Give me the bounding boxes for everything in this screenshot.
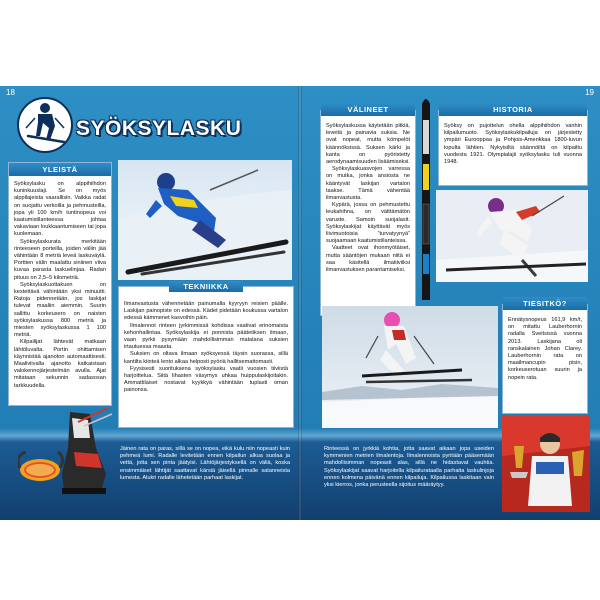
valineet-heading: VÄLINEET: [321, 103, 415, 116]
yleista-paragraph: Syöksylaskuottakuen on kestettävä vähintään yksi minuutti. Ratoja pidennetään, jos laskijat tulevat maaliin aiemmin. Suurin sallittu korkeusero on naisten syöksylaskussa 800 metriä ja miesten syöksylaskussa 1 100 metriä.: [14, 281, 106, 339]
yleista-text: [9, 177, 111, 394]
page-title: SYÖKSYLASKU: [76, 117, 242, 140]
tekniikka-paragraph: Fyysisesti suorituksena syöksylasku vaatii vuosien tiiviistä harjoittelua. Siitä lihasten väsymys uhkaa huippulaskijoitakin. Ammattilaiset nostavat kyykkyä vähintään tuplasti oman painonsa.: [124, 365, 288, 394]
historia-paragraph: Syöksy on pujottelun ohella alppihiihdon vanhin kilpailumuoto. Syöksylaskukilpailuja on järjestetty ympäri Eurooppaa ja Pohjois-Amerikkaa 1800-luvun lopulta lähtien. Nykyisiltä säännöiltä on kilpailtu vuodesta 1921. Olympialajii syöksylasku tuli vuonna 1948.: [444, 123, 582, 166]
valineet-text: [321, 119, 415, 278]
magazine-spread: [0, 86, 600, 520]
page-number-right: 19: [585, 88, 594, 97]
historia-box: [438, 105, 588, 186]
bottom-left-text: Jäinen rata on paras, sillä se on nopea, eikä kulu niin nopeasti kuin pehmeä lumi. Radalle levitetään ennen kilpailun alkua suolaa ja vettä, jotta sen pinta jäätyisi. Lähtöjärjestyksellä on väliä, koska ensimmäiset lähtijät saattavat kärsiä jäisellä pinnalle satanneista lumesta. Alukri radalle lähetetään parhaat laskijat.: [120, 446, 290, 481]
ski-illustration: [418, 94, 434, 308]
yleista-box: [8, 162, 112, 406]
page-number-left: 18: [6, 88, 15, 97]
valineet-paragraph: Syöksylaskuasvojen varressa on mutka, jonka ansiosta ne kääntyvät laskijan vartalon taakse. Tämä vähentää ilmanvastusta.: [326, 166, 410, 202]
ski-boot-goggles-photo: [18, 408, 112, 500]
tekniikka-paragraph: Ilmanvastusta vähennetään painumalla kyyryyn reisien päälle. Laskijan painopiste on edessä. Kädet pidetään koukussa vartalon edessä kämmenet kasvoihin päin.: [124, 301, 288, 322]
yleista-paragraph: Syöksylasku on alppihiihdon kuninkuuslaji. Se on myös alppilajeista vaarallisin. Vaikka radat on suojattu verkoilla ja pehmusteilla, jopa yli 100 km/h tuntinopeus voi kaatumistilanteessa johtaa vakaviaan loukkaantumiseen tai jopa kuolemaan.: [14, 181, 106, 238]
historia-heading: HISTORIA: [439, 103, 587, 116]
valineet-paragraph: Vaatteet ovat ihonmyötäiset, mutta sääntöjen mukaan niitä ei saa käsitellä ilmatiiviiksi ilmanvastuksen parantamiseksi.: [326, 245, 410, 274]
tekniikka-paragraph: Ilmalennot rinteen jyrkimmissä kohdissa vaativat erinomaista kehonhallintaa. Syöksylaskija ei ponnista päätetiksen ilmaan, vaan pyrkii pysymään mahdollisimman matalana suksien irtautuessa maasta.: [124, 322, 288, 351]
bottom-right-text: Rinteessä on jyrkkiä kohtia, jotta saavat aikaan jopa useiden kymmenien metrien ilmalentoja. Ilmalennoista pyritään pääsemään mahdollisimman nopeasti alas, sillä ne hidastavat vauhtia. Syöksylaskijat saavat harjoitella kilpailurataalla parhaita laskulinjoja ennen kolmena päivänä ennen kilpailuja. Kilpailussa laskitaan vain yksi kierros, jonka perusteella sijoitus määräytyy.: [324, 446, 494, 489]
valineet-paragraph: Syöksylaskussa käytetään pitkiä, leveitä ja painavia suksia. Ne ovat nopeat, mutta kömpelöt käännöksissä. Suksen kärki ja kanta on pyöristetty aerodynaamisuuden lisäämiseksi.: [326, 123, 410, 166]
skier-photo-3: [322, 306, 498, 428]
valineet-box: [320, 105, 416, 316]
tekniikka-text: [119, 297, 293, 399]
tiesitko-box: [502, 299, 588, 414]
book-spine: [298, 86, 302, 520]
tekniikka-box: [118, 282, 294, 428]
tekniikka-heading: TEKNIIKKA: [169, 281, 242, 292]
historia-text: [439, 119, 587, 170]
yleista-paragraph: Syöksylaskurata merkitään rinteeseen porteilla, joiden väliin jää vähintään 8 metriä leveä laskuväylä. Porttien välin maalattu siniinen viiva kuvaa parasta laskuelinjaa. Radan pituus on 2,5–5 kilometriä.: [14, 238, 106, 281]
skier-logo-icon: [16, 96, 74, 154]
tiesitko-heading: TIESITKÖ?: [503, 297, 587, 310]
skier-photo-1: [118, 160, 292, 280]
tiesitko-text: [503, 313, 587, 386]
skier-trophy-photo: [502, 416, 590, 512]
tekniikka-paragraph: Suksien on oltava ilmaan syöksyessä täysin suorassa, sillä kantilta kiinteä lento alkaa helposti pyöriä hallitsemattomasti.: [124, 351, 288, 365]
yleista-heading: YLEISTÄ: [9, 163, 111, 176]
yleista-paragraph: Kilpailijat lähtevät matkaan lähtöluvalta. Portin ohittamisen käynnistää ajanoton automaattisesti. Maaliviivalla ajanotto katkaistaan valokennojärjestelmän avulla. Ajat mitataan sekunnin sadasosan tarkkuudella.: [14, 339, 106, 389]
tekniikka-heading-wrap: [119, 280, 293, 293]
skier-photo-2: [436, 190, 588, 282]
tiesitko-paragraph: Ennätysnopeus 161,9 km/t, on mitattu Lauberhornin radalla Sveitsissä vuonna 2013. Laskijana oli ranskalainen Johan Clarey. Lauberhornin rata on maailmancupin pisin, korkeuserotuan suurin ja nopein rata.: [508, 317, 582, 381]
valineet-paragraph: Kypärä, jossa on pehmustettu leukahihna, on välttämätön varuste. Samoin suojalasit. Syöksylaskijat käyttävät myös liivimuotoisia “turvatyynyä” suojaamaan kaatumistilanteissa.: [326, 202, 410, 245]
